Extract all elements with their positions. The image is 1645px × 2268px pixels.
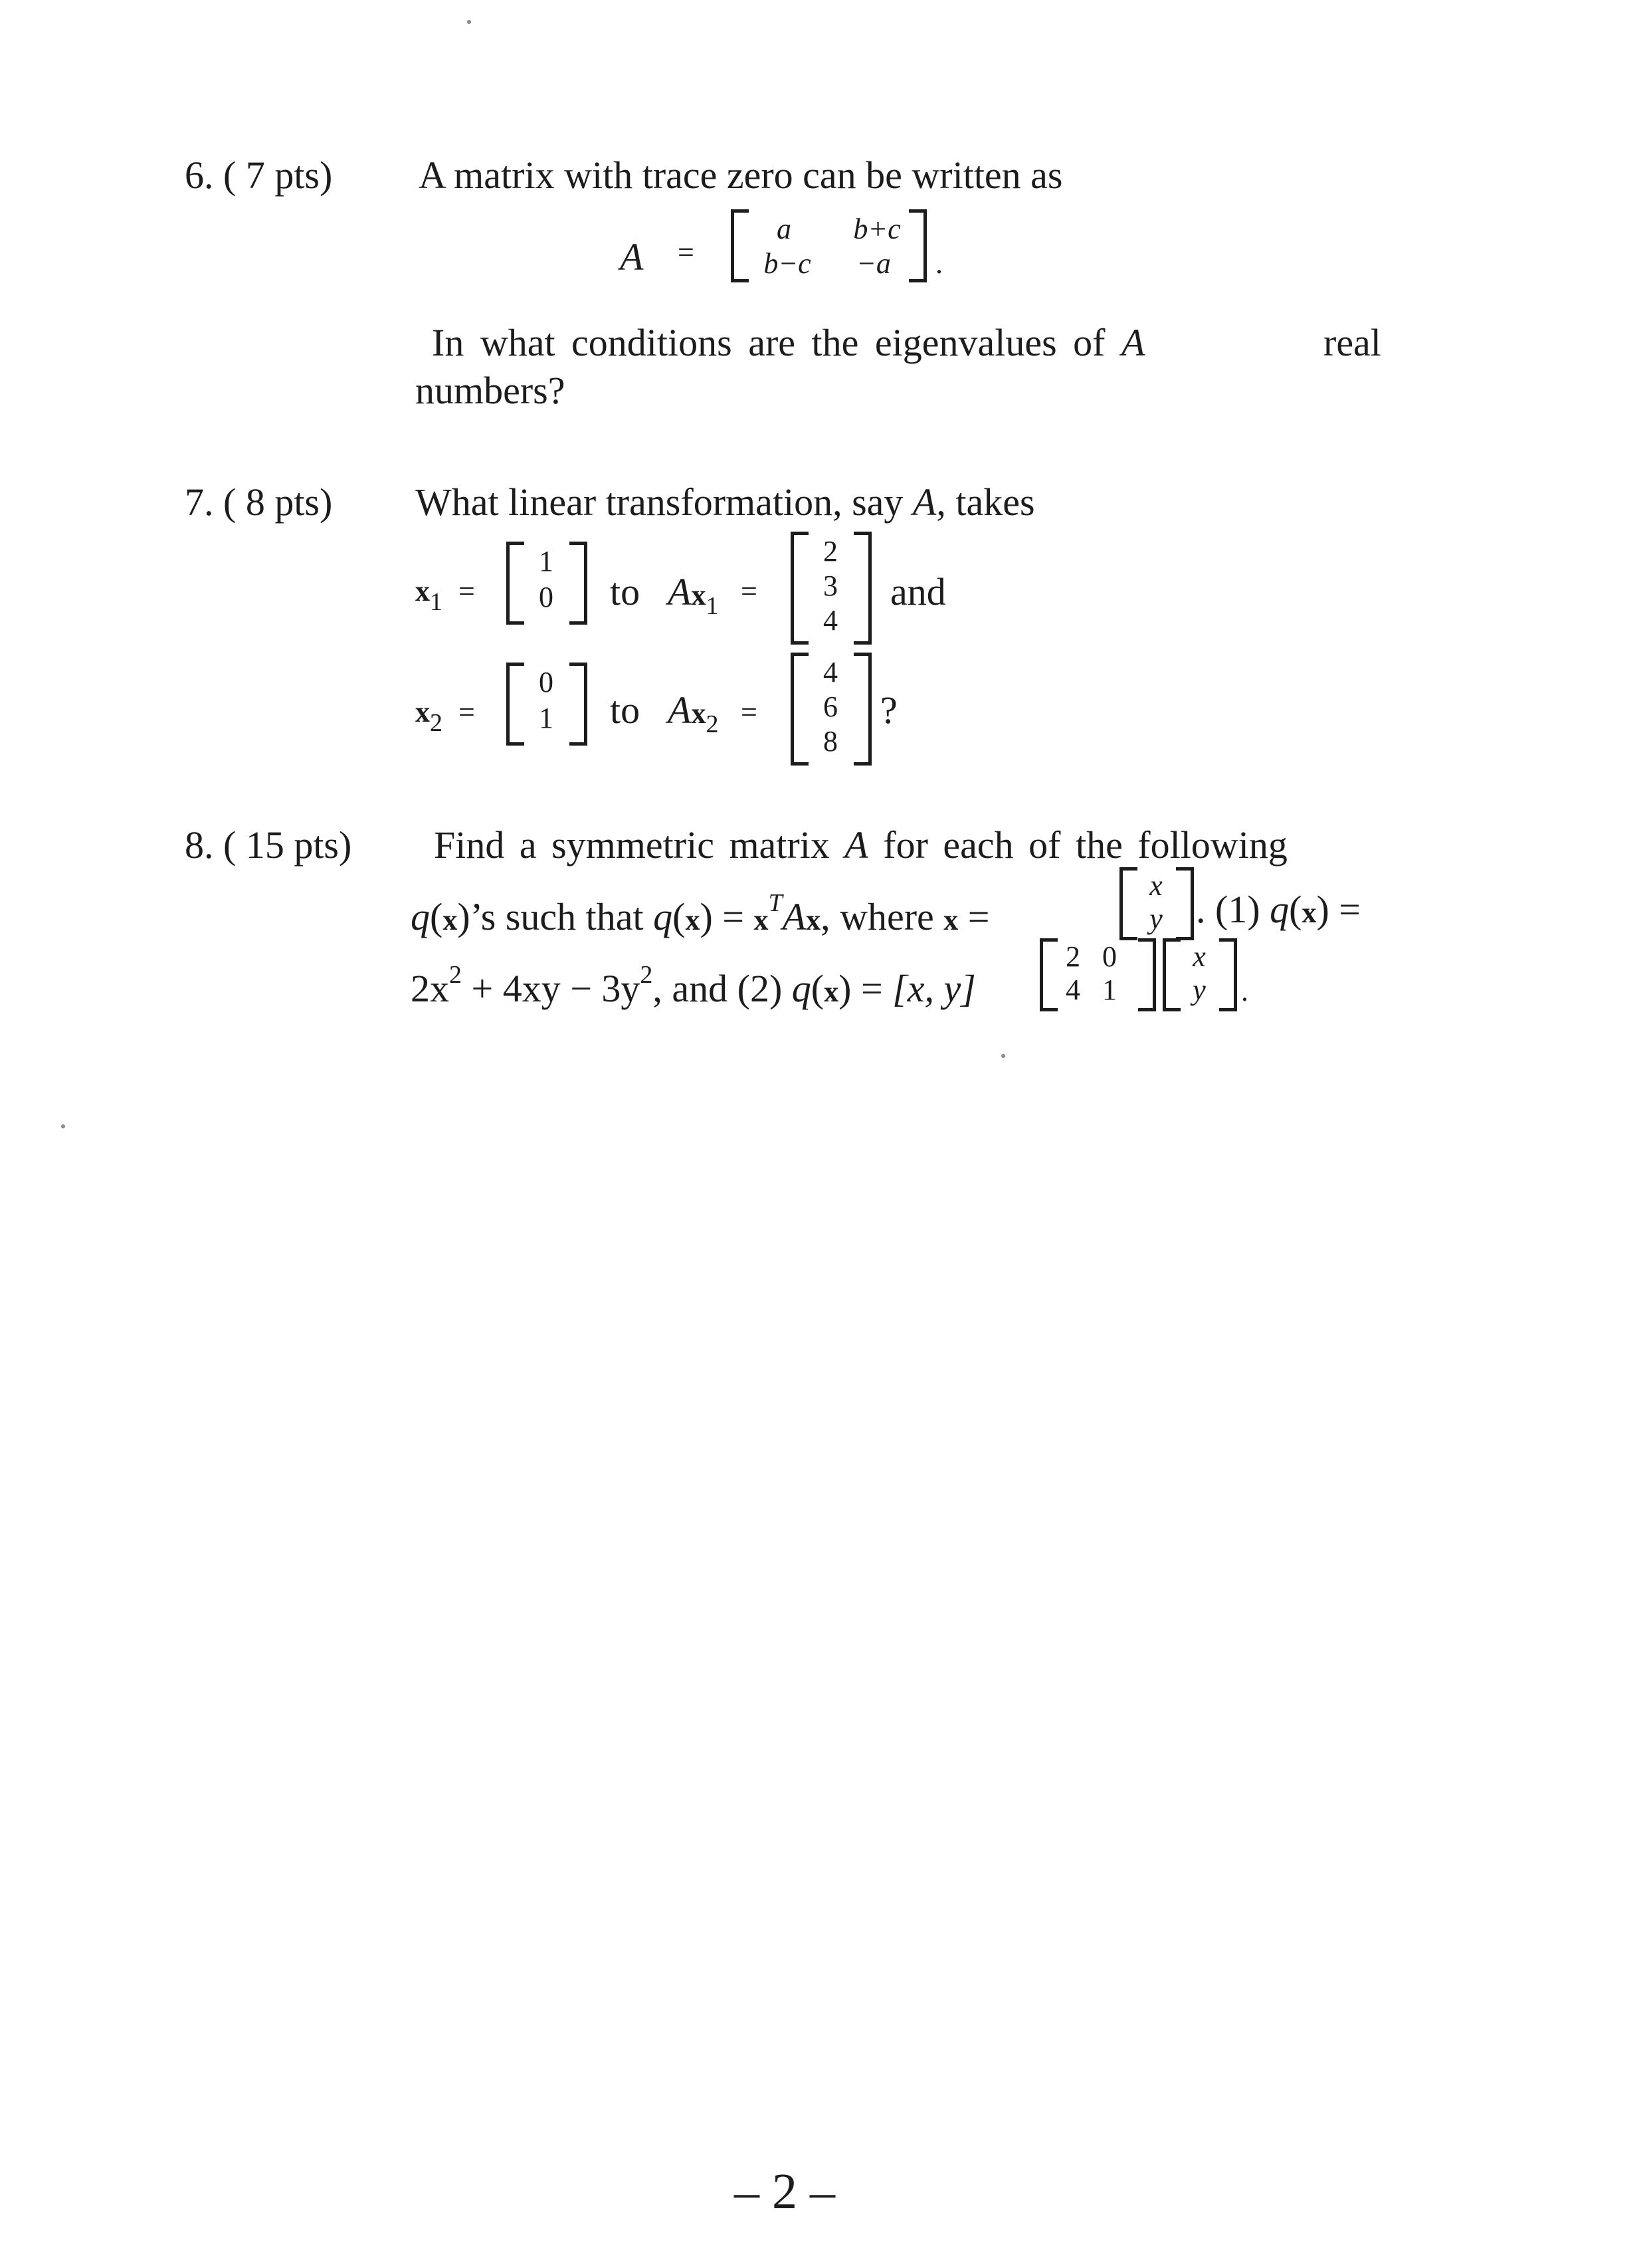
question-6-intro: A matrix with trace zero can be written as — [419, 154, 1063, 197]
right-bracket — [569, 542, 587, 625]
question-8-line2: q(x)’s such that $q(x) = x^TAx$, where x = — [411, 889, 990, 938]
ax1-entry: 4 — [823, 604, 838, 637]
x1-entry: 0 — [539, 581, 553, 613]
right-bracket — [854, 653, 872, 766]
right-bracket — [569, 663, 587, 746]
x1-symbol: x — [415, 575, 430, 607]
ax2-label — [668, 688, 719, 738]
question-6-label: 6. ( 7 pts) — [185, 154, 333, 197]
row-vector: [x, y] — [892, 967, 976, 1010]
question-8-text: , where — [821, 895, 934, 938]
quadratic-term: + 4xy − 3y — [462, 967, 640, 1010]
x1-vector — [506, 542, 586, 625]
vector-x: x — [1149, 869, 1163, 902]
vector-y: y — [1193, 974, 1206, 1006]
xy-vector — [1163, 938, 1236, 1011]
question-8-part1: . (1) q(x) = — [1196, 888, 1361, 931]
x-symbol: x — [753, 904, 769, 936]
question-mark: ? — [880, 688, 898, 732]
question-6-text-part: In what conditions are the eigenvalues of — [432, 321, 1106, 364]
matrix-entry: 4 — [1066, 974, 1080, 1006]
x1-subscript: 1 — [430, 588, 442, 616]
x-symbol: x — [806, 904, 821, 936]
x-symbol: x — [442, 904, 458, 936]
ax1-entry: 2 — [823, 535, 838, 567]
period: . — [935, 247, 943, 280]
matrix-entry: 1 — [1102, 974, 1117, 1006]
question-7-intro-text: What linear transformation, say — [415, 480, 904, 524]
q-symbol: q — [653, 895, 673, 938]
transpose-mark: T — [768, 889, 783, 917]
x-symbol: x — [943, 904, 959, 936]
ax1-vector — [791, 532, 870, 645]
right-bracket — [1138, 938, 1156, 1011]
exponent: 2 — [640, 961, 653, 989]
equals-sign: = — [860, 967, 883, 1010]
vector-y: y — [1149, 902, 1163, 935]
equals-sign: = — [1339, 888, 1361, 931]
period: . — [1196, 888, 1206, 931]
ax2-a: A — [668, 688, 692, 732]
period: . — [1241, 975, 1248, 1007]
question-6-real: real — [1323, 321, 1381, 364]
x1-entry: 1 — [539, 545, 553, 577]
x-symbol: x — [685, 904, 700, 936]
ax2-entry: 4 — [823, 656, 838, 688]
q-symbol: q — [1270, 888, 1290, 931]
question-6-text — [432, 321, 1145, 364]
ax1-x: x — [691, 579, 706, 611]
left-bracket — [731, 209, 749, 282]
question-8-text: Find a symmetric matrix — [434, 823, 830, 867]
equals-sign: = — [678, 236, 694, 268]
x2-entry: 0 — [539, 666, 553, 698]
ax2-entry: 6 — [823, 690, 838, 723]
quadratic-term: 2x — [411, 967, 449, 1010]
equals-sign: = — [741, 696, 757, 728]
question-6-var-a: A — [1121, 321, 1145, 364]
question-8-text: ’s such that — [470, 895, 644, 938]
right-bracket — [854, 532, 872, 645]
page-number: – 2 – — [734, 2164, 835, 2219]
trace-zero-matrix — [731, 209, 927, 282]
matrix-a11: a — [777, 213, 791, 245]
q-symbol: q — [411, 895, 430, 938]
matrix-2x2 — [1040, 938, 1156, 1011]
ax2-entry: 8 — [823, 725, 838, 758]
equals-sign: = — [741, 575, 757, 607]
ax1-subscript: 1 — [706, 592, 719, 620]
ax2-subscript: 2 — [706, 710, 719, 738]
ax2-x: x — [691, 697, 706, 730]
question-8-var-a: A — [782, 895, 807, 938]
equals-sign: = — [967, 895, 990, 938]
x2-vector — [506, 663, 586, 746]
ax1-a: A — [668, 570, 692, 613]
part-1-label: (1) — [1215, 888, 1260, 931]
scan-speck — [467, 20, 471, 24]
scan-speck — [61, 1124, 65, 1128]
ax1-label — [668, 570, 719, 620]
question-7-var-a: A — [912, 480, 937, 524]
xy-vector — [1119, 867, 1193, 940]
ax1-entry: 3 — [823, 569, 838, 602]
matrix-a21: b−c — [763, 247, 811, 280]
right-bracket — [1219, 938, 1237, 1011]
matrix-lhs: A — [620, 235, 644, 278]
x-symbol: x — [824, 976, 839, 1008]
x2-entry: 1 — [539, 702, 553, 734]
question-7-intro — [415, 480, 1035, 524]
to-text: to — [610, 688, 640, 732]
exponent: 2 — [449, 961, 462, 989]
question-6-text-line2: numbers? — [415, 369, 565, 412]
x-symbol: x — [1302, 896, 1317, 929]
question-7-label: 7. ( 8 pts) — [185, 480, 333, 524]
question-8-var-a: A — [844, 823, 868, 867]
equals-sign: = — [458, 696, 475, 728]
equals-sign: = — [458, 575, 475, 607]
x2-subscript: 2 — [430, 709, 442, 737]
question-8-label: 8. ( 15 pts) — [185, 823, 352, 867]
and-text: and — [890, 570, 946, 613]
vector-x: x — [1193, 940, 1206, 973]
matrix-entry: 2 — [1066, 940, 1080, 973]
right-bracket — [1176, 867, 1194, 940]
matrix-entry: 0 — [1102, 940, 1117, 973]
question-8-text: for each of the following — [883, 823, 1288, 867]
question-8-text: , and (2) — [652, 967, 783, 1010]
q-symbol: q — [791, 967, 811, 1010]
question-8-line1 — [434, 823, 1288, 867]
right-bracket — [909, 209, 927, 282]
x1-label — [415, 577, 442, 615]
matrix-a12: b+c — [853, 213, 901, 245]
x2-symbol: x — [415, 696, 430, 728]
matrix-a22: −a — [856, 247, 891, 280]
x2-label — [415, 698, 442, 736]
question-7-intro-tail: , takes — [936, 480, 1035, 524]
to-text: to — [610, 570, 640, 613]
equals-sign: = — [722, 895, 745, 938]
ax2-vector — [791, 653, 870, 766]
question-8-line3: $2x^2 + 4xy - 3y^2$, and (2) q(x) = [x, y] — [411, 961, 976, 1010]
scan-speck — [1001, 1054, 1005, 1058]
